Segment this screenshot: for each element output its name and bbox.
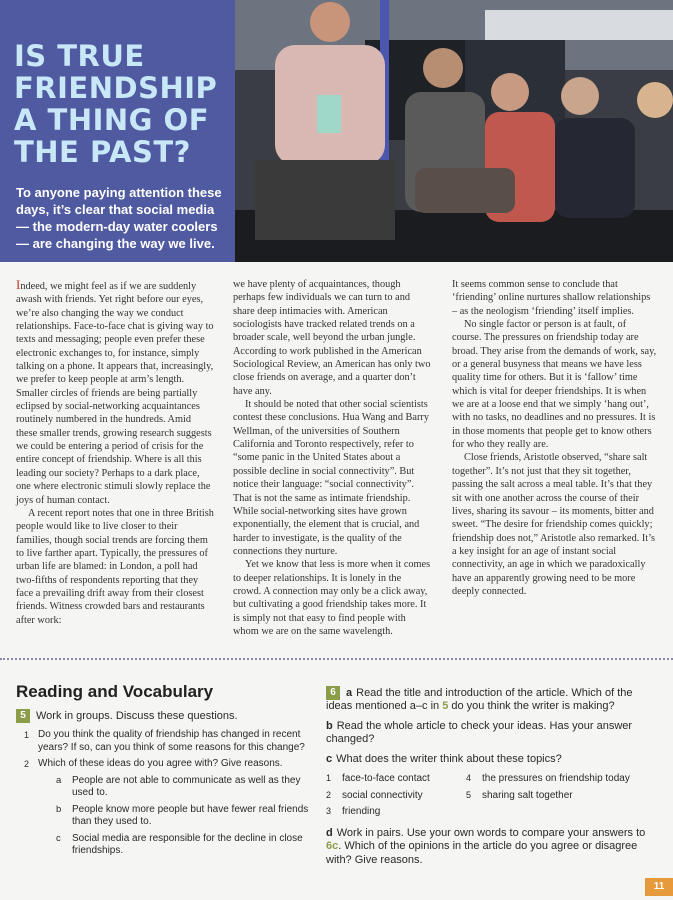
question-item [16,758,316,771]
part-label: c [326,752,333,765]
topic-list [326,772,656,819]
question-number: 1 [24,730,30,740]
topic-item [326,789,466,803]
drop-cap: I [16,277,21,292]
topic-text: face-to-face contact [342,773,430,785]
title-line: IS TRUE [14,39,145,73]
question-number: 2 [24,759,30,769]
topic-number: 3 [326,806,332,817]
paragraph [16,278,214,507]
article-column-1 [16,278,214,627]
part-text: Work in pairs. Use your own words to compare your answers to [336,826,646,839]
subway-illustration [235,0,673,262]
paragraph: Close friends, Aristotle observed, “share salt together”. It’s not just that they sit together, passing the salt across a meal table. It’s that they sit with one another across the course of their lives, sharing its savour – its moments, bitter and sweet. “The desire for friendship comes quickly; friendship does not,” Aristotle also remarked. It’s a key insight for an age of instant social connectivity, an age in which we paradoxically have an apparently growing need to be more deeply connected. [452,452,656,597]
part-label: a [346,686,353,699]
sub-question-letter: a [56,774,62,786]
topic-item [466,772,636,786]
sub-question-letter: c [56,832,61,844]
part-text: What does the writer think about these topics? [336,752,562,765]
article-intro: To anyone paying attention these days, it’s clear that social media — the modern-day water coolers — are changing the way we live. [16,185,222,251]
part-text: . Which of the opinions in the article do you agree or disagree with? Give reasons. [326,840,638,866]
topic-text: social connectivity [342,789,423,801]
topic-number: 2 [326,789,332,800]
topic-number: 4 [466,773,472,784]
title-line: A THING OF [14,103,210,137]
sub-question-item [16,804,316,829]
instruction-text: Work in groups. Discuss these questions. [36,709,238,722]
section-divider [0,658,673,660]
exercise-6a [326,686,656,714]
title-panel [0,0,235,262]
exercise-6 [326,686,656,873]
part-text: Read the whole article to check your ideas. Has your answer changed? [326,719,633,746]
topic-text: the pressures on friendship today [482,773,630,785]
part-text: do you think the writer is making? [448,700,615,713]
topic-number: 5 [466,789,472,800]
paragraph: No single factor or person is at fault, of course. The pressures on friendship today are broad. They arise from the demands of work, say, or a general busyness that means we have less quality time for others. But it is ‘fallow’ time which is vital for deeper friendships. It is when we are at a loose end that we simply ‘hang out’, with no tasks, no deadlines and no pressures. It is in those moments that people get to know others for who they really are. [452,319,657,451]
topic-number: 1 [326,773,332,784]
question-text: Which of these ideas do you agree with? Give reasons. [38,758,283,769]
paragraph: Yet we know that less is more when it comes to deeper relationships. It is lonely in the crowd. A connection may only be a click away, but cultivating a good friendship takes more. It is simply not that easy to find people with whom we are on the same wavelength. [233,559,431,637]
exercise-6d [326,827,656,868]
section-heading: Reading and Vocabulary [16,682,214,701]
part-text: Read the title and introduction of the article. Which of the ideas mentioned a–c in [326,686,633,713]
paragraph: It seems common sense to conclude that ‘friending’ online nurtures shallow relationships – as the neologism ‘friending’ itself implies. [452,279,651,317]
exercise-number-badge: 6 [326,686,340,700]
part-label: b [326,719,333,732]
paragraph: It should be noted that other social scientists contest these conclusions. Hua Wang and Barry Wellman, of the universities of Southern California and Toronto respectively, refer to “some panic in the United States about a possible decline in social connectivity”. But notice their language: “social connectivity”. That is not the same as intimate friendship. While social-networking sites have grown exponentially, the element that is crucial, and harder to investigate, is the quality of the connections they nurture. [233,399,430,557]
topic-text: sharing salt together [482,789,573,801]
exercises-section [0,662,673,900]
paragraph: we have plenty of acquaintances, though perhaps few individuals we can turn to and share deep intimacies with. American sociologists have tracked related trends on a broader scale, well beyond the urban jungle. According to work published in the American Sociological Review, an American has only two close friends on average, and a quarter don’t have any. [233,279,431,397]
paragraph: A recent report notes that one in three British people would like to live closer to their families, though social trends are forcing them to live farther apart. Typically, the pressures of urban life are blamed: in London, a poll had two-fifths of respondents reporting that they face a prevailing drift away from their closest friends. Witness crowded bars and restaurants after work: [16,507,214,626]
exercise-5-instruction [16,709,316,723]
article-body [0,262,673,658]
article-column-3 [452,278,657,598]
topic-item [326,772,466,786]
title-line: THE PAST? [14,135,191,169]
article-title [14,40,224,168]
sub-question-letter: b [56,803,62,815]
exercise-reference: 5 [442,700,449,713]
exercise-reference: 6c [326,840,339,853]
topic-item [326,805,466,819]
part-label: d [326,826,333,839]
question-text: Do you think the quality of friendship has changed in recent years? If so, can you think of some reasons for this change? [38,729,305,753]
article-header [0,0,673,262]
exercise-5 [16,709,316,862]
sub-question-text: Social media are responsible for the decline in close friendships. [72,832,303,856]
subway-photo [235,0,673,262]
article-column-2 [233,278,431,638]
page-number: 11 [645,878,673,896]
title-line: FRIENDSHIP [14,71,218,105]
sub-question-text: People know more people but have fewer real friends than they used to. [72,803,309,827]
exercise-number-badge: 5 [16,709,30,723]
sub-question-item [16,833,316,858]
paragraph-text: ndeed, we might feel as if we are suddenly awash with friends. Yet right before our eyes, we’re also changing the way we conduct relationships. Face-to-face chat is giving way to texts and messaging; people even prefer these electronic exchanges to, for instance, simply talking on a phone. It appears that, increasingly, we prefer to keep people at arm’s length. Smaller circles of friends are being partially eclipsed by social-networking acquaintances routinely numbered in the hundreds. Amid these smaller trends, growing research suggests we could be entering a period of crisis for the entire concept of friendship. Where is all this leading our society? Perhaps to a dark place, one where electronic stimuli slowly replace the joys of human contact. [16,281,214,506]
topic-text: friending [342,806,381,818]
sub-question-item [16,775,316,800]
question-item [16,729,316,754]
sub-question-text: People are not able to communicate as well as they used to. [72,774,301,798]
exercise-6b [326,720,656,747]
exercise-6c [326,753,656,767]
topic-item [466,789,636,803]
